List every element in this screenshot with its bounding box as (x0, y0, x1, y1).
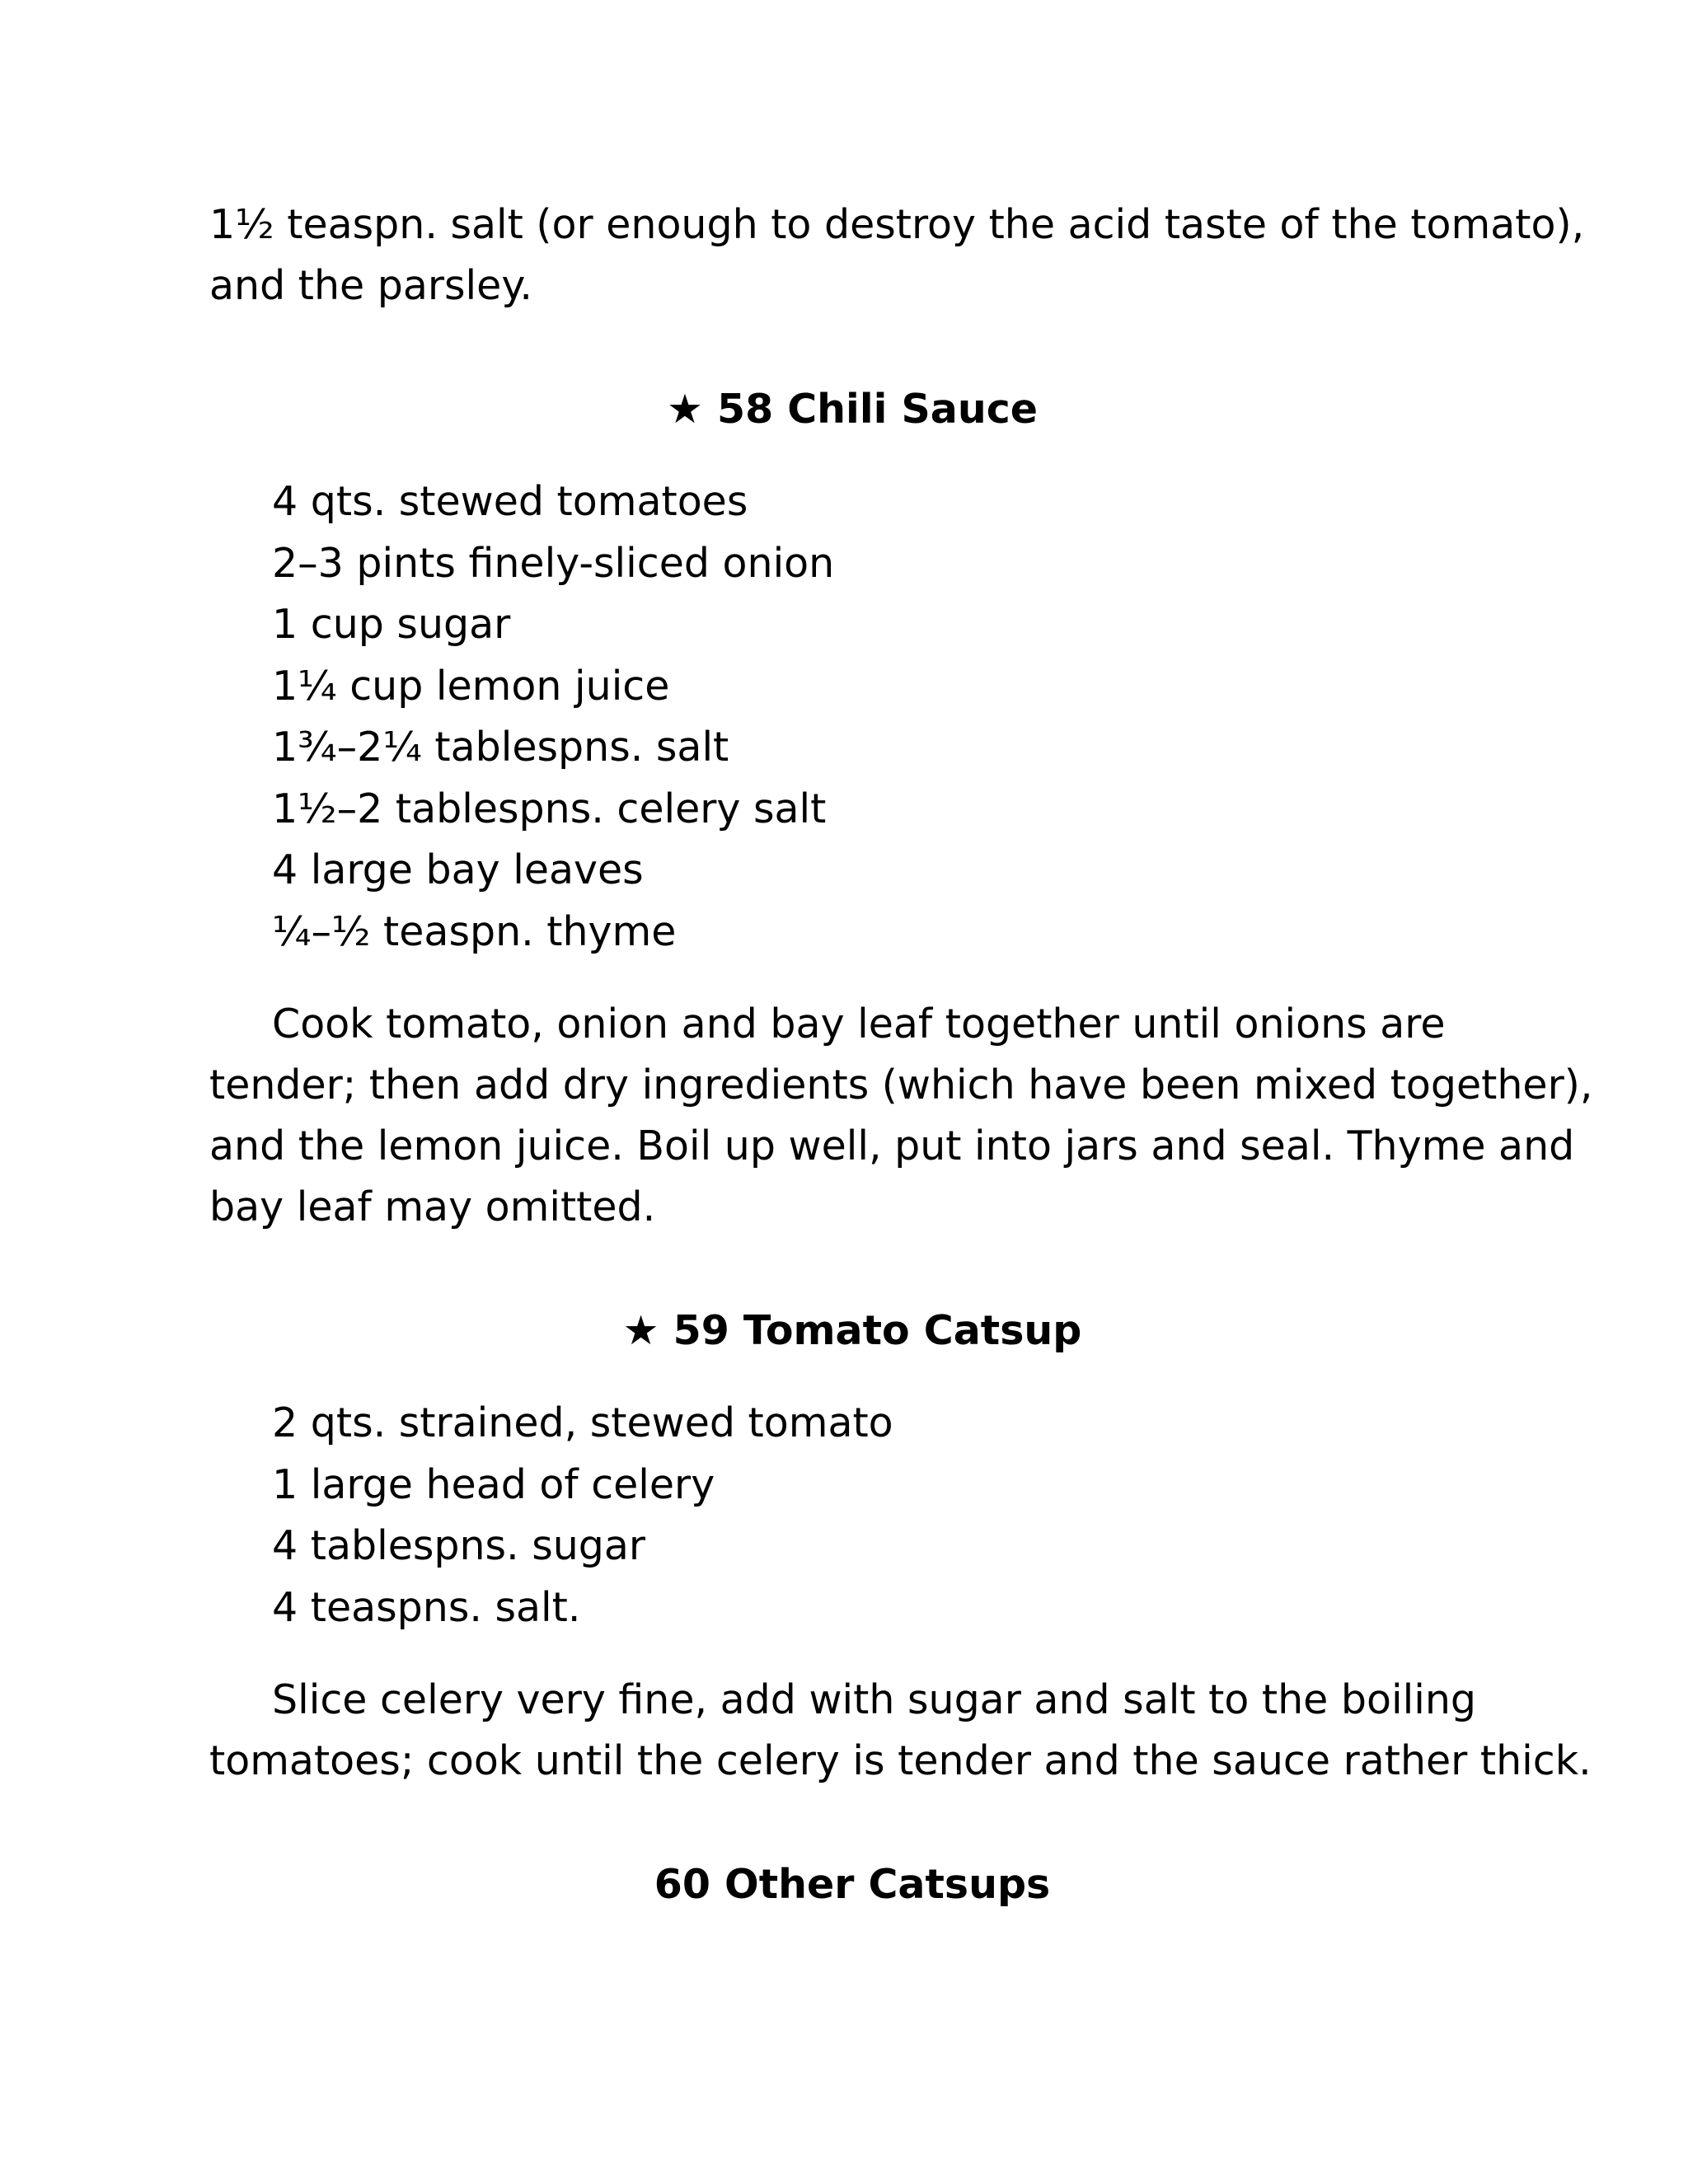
text-line: tomatoes; cook until the celery is tender and the sauce rather thick. (209, 1737, 1592, 1784)
recipe-title-tomato-catsup (209, 1301, 1495, 1361)
recipe-title-text: 59 Tomato Catsup (673, 1307, 1082, 1354)
ingredient-item: 4 large bay leaves (272, 846, 644, 893)
recipe-title-text: 58 Chili Sauce (716, 386, 1039, 433)
recipe-title-text: 60 Other Catsups (654, 1861, 1051, 1908)
ingredient-item: 1 cup sugar (272, 601, 511, 648)
text-line: and the lemon juice. Boil up well, put into jars and seal. Thyme and (209, 1122, 1575, 1169)
text-line: bay leaf may omitted. (209, 1183, 656, 1230)
ingredient-item: 1 large head of celery (272, 1460, 715, 1508)
text-line: Cook tomato, onion and bay leaf together until onions are (272, 1001, 1446, 1047)
text-line: 1½ teaspn. salt (or enough to destroy the acid taste of the tomato), (209, 201, 1585, 248)
ingredient-item: 1¾–2¼ tablespns. salt (272, 724, 729, 771)
ingredient-item: 2–3 pints finely-sliced onion (272, 539, 835, 587)
directions-paragraph (209, 994, 1593, 1238)
document-page (209, 194, 1593, 1915)
ingredient-item: 4 qts. stewed tomatoes (272, 478, 748, 525)
star-icon: ★ (666, 386, 703, 433)
ingredient-list (209, 1393, 1495, 1638)
directions-paragraph (209, 1670, 1592, 1792)
star-icon: ★ (622, 1307, 659, 1354)
ingredient-list (209, 471, 1495, 963)
text-line: and the parsley. (209, 262, 532, 309)
recipe-title-other-catsups (209, 1854, 1495, 1915)
ingredient-item: 1½–2 tablespns. celery salt (272, 785, 827, 832)
ingredient-item: 1¼ cup lemon juice (272, 662, 670, 710)
recipe-title-chili-sauce (209, 379, 1495, 440)
continuation-paragraph (209, 194, 1585, 316)
ingredient-item: 2 qts. strained, stewed tomato (272, 1399, 893, 1446)
ingredient-item: ¼–½ teaspn. thyme (272, 907, 677, 955)
text-line: tender; then add dry ingredients (which have been mixed together), (209, 1062, 1593, 1108)
text-line: Slice celery very fine, add with sugar and salt to the boiling (272, 1676, 1476, 1723)
ingredient-item: 4 tablespns. sugar (272, 1522, 646, 1569)
ingredient-item: 4 teaspns. salt. (272, 1583, 581, 1631)
